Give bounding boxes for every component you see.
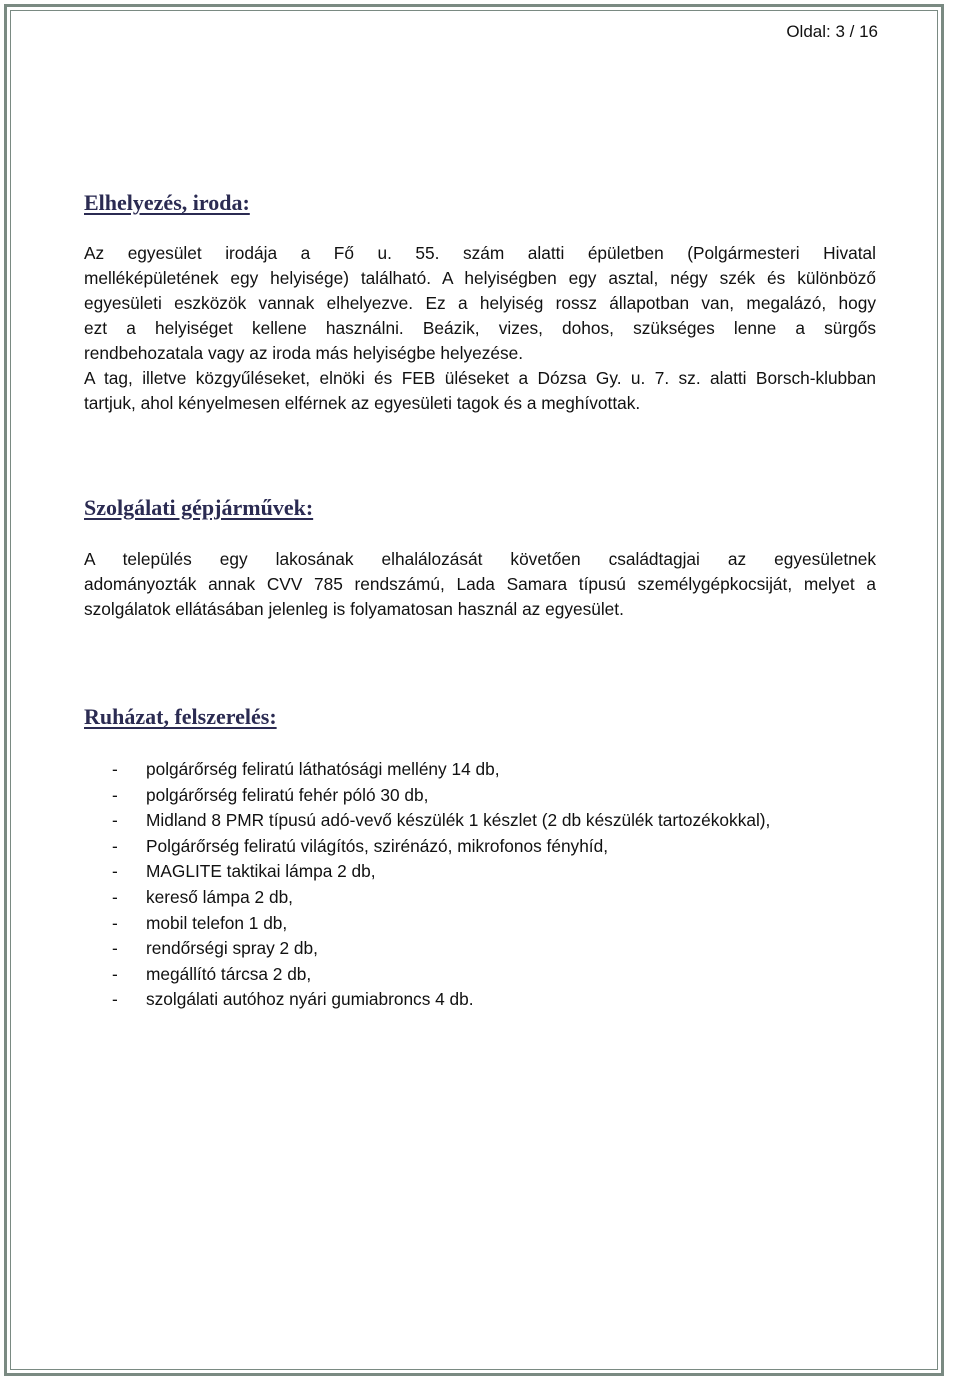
list-item: [112, 757, 770, 783]
list-item-text: polgárőrség feliratú fehér póló 30 db,: [146, 784, 429, 805]
list-item-text: MAGLITE taktikai lámpa 2 db,: [146, 861, 376, 882]
list-item: [112, 783, 770, 809]
list-item: [112, 834, 770, 860]
page-number: Oldal: 3 / 16: [786, 22, 878, 41]
list-item-text: rendőrségi spray 2 db,: [146, 938, 318, 959]
list-item: [112, 936, 770, 962]
paragraph-szolgalati-gepjarmuvek: [84, 547, 876, 622]
heading-elhelyezes-iroda: Elhelyezés, iroda:: [84, 190, 250, 215]
list-item: [112, 885, 770, 911]
list-item: [112, 911, 770, 937]
heading-szolgalati-gepjarmuvek: Szolgálati gépjárművek:: [84, 495, 314, 520]
paragraph-line: szolgálatok ellátásában jelenleg is folyamatosan használ az egyesület.: [84, 599, 624, 619]
paragraph-elhelyezes-iroda: [84, 241, 876, 416]
paragraph-line: A tag, illetve közgyűléseket, elnöki és FEB üléseket a Dózsa Gy. u. 7. sz. alatti Borsch-klubban: [84, 368, 876, 388]
list-item-text: szolgálati autóhoz nyári gumiabroncs 4 db.: [146, 989, 474, 1010]
list-dash: -: [112, 963, 118, 984]
list-dash: -: [112, 912, 118, 933]
list-item-text: Midland 8 PMR típusú adó-vevő készülék 1 készlet (2 db készülék tartozékokkal),: [146, 810, 771, 831]
list-dash: -: [112, 784, 118, 805]
paragraph-line: A település egy lakosának elhalálozását követően családtagjai az egyesületnek: [84, 549, 876, 569]
paragraph-line: adományozták annak CVV 785 rendszámú, Lada Samara típusú személygépkocsiját, melyet a: [84, 574, 876, 594]
list-item: [112, 859, 770, 885]
list-item-text: polgárőrség feliratú láthatósági mellény 14 db,: [146, 759, 500, 779]
list-dash: -: [112, 861, 118, 882]
list-item-text: mobil telefon 1 db,: [146, 912, 288, 933]
paragraph-line: melléképületének egy helyisége) található. A helyiségben egy asztal, négy szék és különböző: [84, 268, 876, 288]
paragraph-line: Az egyesület irodája a Fő u. 55. szám alatti épületben (Polgármesteri Hivatal: [84, 243, 876, 263]
paragraph-line: egyesületi eszközök vannak elhelyezve. Ez a helyiség rossz állapotban van, megalázó, hogy: [84, 293, 876, 313]
list-dash: -: [112, 938, 118, 959]
list-dash: -: [112, 759, 118, 779]
heading-ruhazat-felszereles: Ruházat, felszerelés:: [84, 704, 277, 729]
list-item-text: Polgárőrség feliratú világítós, szirénázó, mikrofonos fényhíd,: [146, 835, 609, 856]
paragraph-line: rendbehozatala vagy az iroda más helyiségbe helyezése.: [84, 343, 524, 363]
list-item-text: megállító tárcsa 2 db,: [146, 963, 312, 984]
list-item: [112, 808, 770, 834]
list-dash: -: [112, 835, 118, 856]
list-item: [112, 987, 770, 1013]
list-dash: -: [112, 810, 118, 831]
paragraph-line: ezt a helyiséget kellene használni. Beázik, vizes, dohos, szükséges lenne a sürgős: [84, 318, 876, 338]
paragraph-line: tartjuk, ahol kényelmesen elférnek az egyesületi tagok és a meghívottak.: [84, 393, 641, 413]
list-item: [112, 962, 770, 988]
list-dash: -: [112, 886, 118, 907]
list-dash: -: [112, 989, 118, 1010]
list-item-text: kereső lámpa 2 db,: [146, 886, 293, 907]
equipment-list: [112, 757, 770, 1013]
